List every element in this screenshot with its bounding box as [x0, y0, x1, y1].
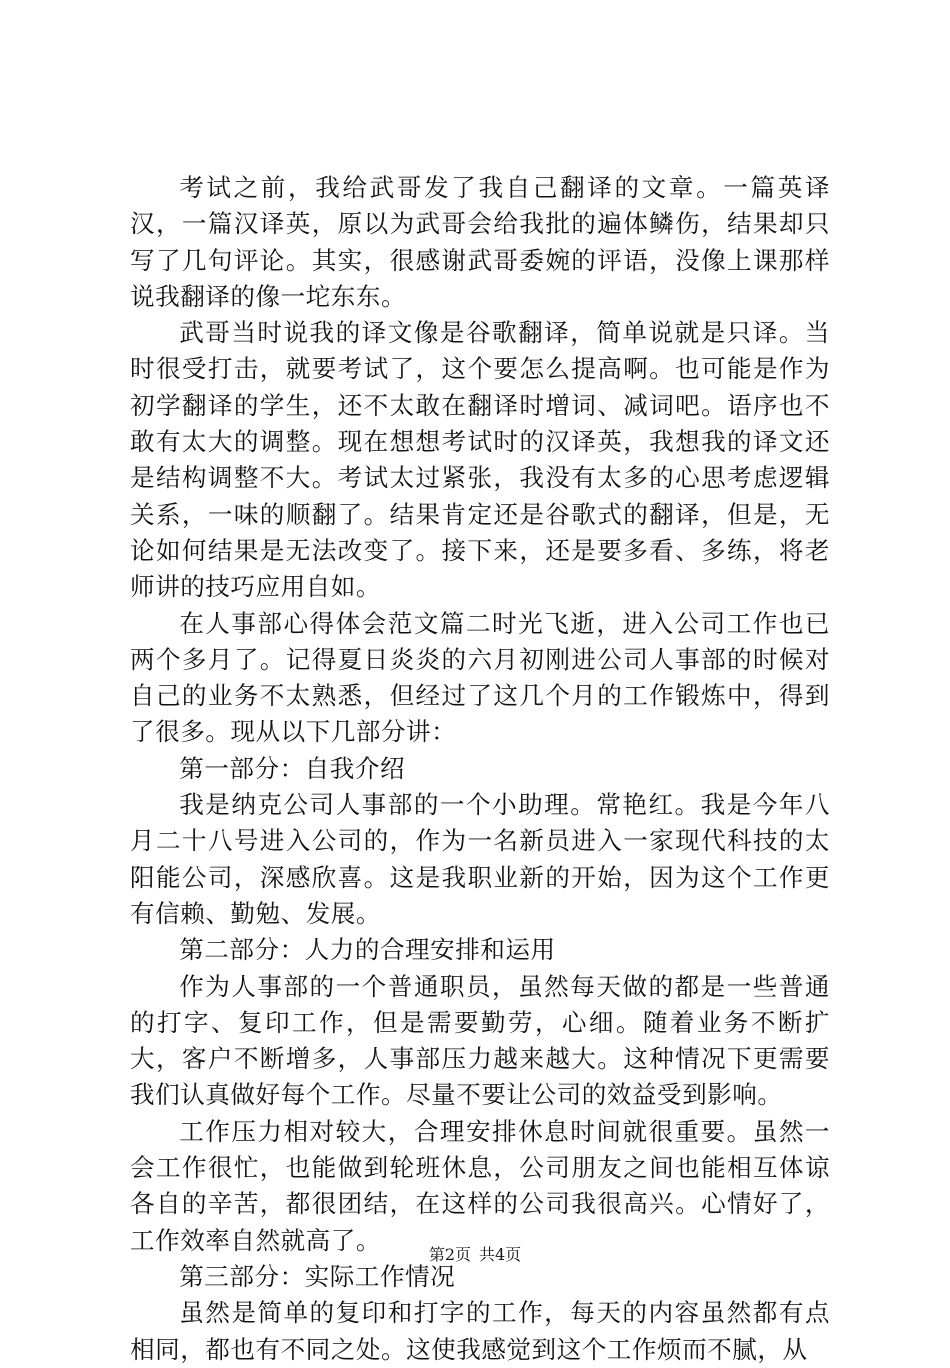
page-footer — [0, 1244, 950, 1266]
section-heading-2: 第二部分：人力的合理安排和运用 — [179, 935, 556, 965]
document-body — [130, 170, 830, 1368]
page-number: 第2页 — [428, 1245, 471, 1264]
paragraph-1: 考试之前，我给武哥发了我自己翻译的文章。一篇英译汉，一篇汉译英，原以为武哥会给我批的遍体鳞伤，结果却只写了几句评论。其实，很感谢武哥委婉的评语，没像上课那样说我翻译的像一坨东东。 — [130, 173, 830, 311]
paragraph-4: 我是纳克公司人事部的一个小助理。常艳红。我是今年八月二十八号进入公司的，作为一名新员进入一家现代科技的太阳能公司，深感欣喜。这是我职业新的开始，因为这个工作更有信赖、勤勉、发展。 — [130, 790, 830, 928]
section-heading-3: 第三部分：实际工作情况 — [179, 1261, 456, 1291]
paragraph-2: 武哥当时说我的译文像是谷歌翻译，简单说就是只译。当时很受打击，就要考试了，这个要怎么提高啊。也可能是作为初学翻译的学生，还不太敢在翻译时增词、减词吧。语序也不敢有太大的调整。现在想想考试时的汉译英，我想我的译文还是结构调整不大。考试太过紧张，我没有太多的心思考虑逻辑关系，一味的顺翻了。结果肯定还是谷歌式的翻译，但是，无论如何结果是无法改变了。接下来，还是要多看、多练，将老师讲的技巧应用自如。 — [130, 318, 830, 602]
paragraph-6: 工作压力相对较大，合理安排休息时间就很重要。虽然一会工作很忙，也能做到轮班休息，公司朋友之间也能相互体谅各自的辛苦，都很团结，在这样的公司我很高兴。心情好了，工作效率自然就高了。 — [130, 1116, 830, 1255]
section-heading-1: 第一部分：自我介绍 — [179, 753, 406, 783]
paragraph-5: 作为人事部的一个普通职员，虽然每天做的都是一些普通的打字、复印工作，但是需要勤劳，心细。随着业务不断扩大，客户不断增多，人事部压力越来越大。这种情况下更需要我们认真做好每个工作。尽量不要让公司的效益受到影响。 — [130, 971, 830, 1110]
paragraph-7: 虽然是简单的复印和打字的工作，每天的内容虽然都有点相同，都也有不同之处。这使我感觉到这个工作烦而不腻，从 — [130, 1298, 830, 1364]
paragraph-3: 在人事部心得体会范文篇二时光飞逝，进入公司工作也已两个多月了。记得夏日炎炎的六月初刚进公司人事部的时候对自己的业务不太熟悉，但经过了这几个月的工作锻炼中，得到了很多。现从以下几部分讲： — [130, 608, 830, 747]
page-total: 共4页 — [479, 1245, 522, 1264]
